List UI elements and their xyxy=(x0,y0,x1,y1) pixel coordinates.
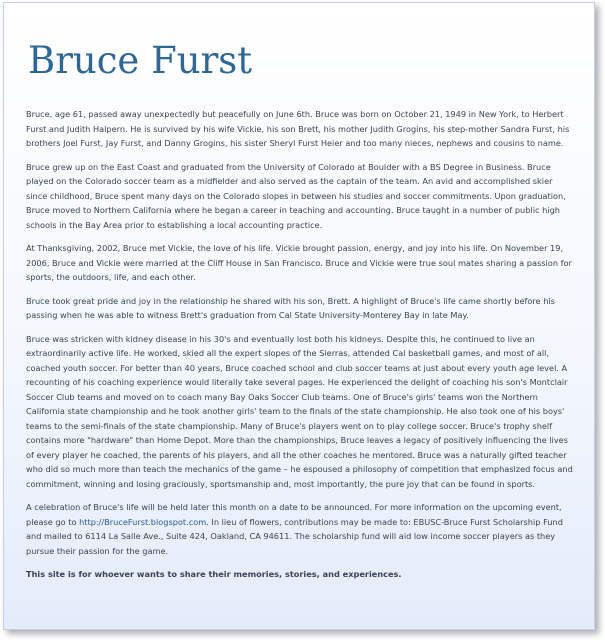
paragraph-son: Bruce took great pride and joy in the relationship he shared with his son, Brett. A highlight of Bruce's life came shortly before his passing when he was able to witness Brett's graduation from Cal State University-Monterey Bay in late May. xyxy=(26,295,555,320)
paragraph-family: Bruce, age 61, passed away unexpectedly but peacefully on June 6th. Bruce was born on October 21, 1949 in New York, to Herbert Furst and Judith Halpern. He is survived by his wife Vickie, his son Brett, his mother Judith Grogins, his step-mother Sandra Furst, his brothers Joel Furst, Jay Furst, and Danny Grogins, his sister Sheryl Furst Heier and too many nieces, nephews and cousins to name. xyxy=(26,109,570,148)
paragraph-marriage: At Thanksgiving, 2002, Bruce met Vickie, the love of his life. Vickie brought passion, energy, and joy into his life. On November 19, 2006, Bruce and Vickie were married at the Cliff House in San Francisco. Bruce and Vickie were true soul mates sharing a passion for sports, the outdoors, life, and each other. xyxy=(26,243,572,282)
closing-statement: This site is for whoever wants to share their memories, stories, and experiences. xyxy=(26,569,402,579)
obituary-card xyxy=(3,2,595,630)
page-title: Bruce Furst xyxy=(28,39,253,82)
paragraph-soccer-coaching: Bruce was stricken with kidney disease in his 30's and eventually lost both his kidneys. Despite this, he continued to live an extraordinarily active life. He worked, skied all the expert slopes of the Sierras, attended Cal basketball games, and most of all, coached youth soccer. For better than 40 years, Bruce coached school and club soccer teams at just about every youth age level. A recounting of his coaching experience would literally take several pages. He experienced the delight of coaching his son's Montclair Soccer Club teams and moved on to coach many Bay Oaks Soccer Club teams. One of Bruce's girls' teams won the Northern California state championship and he took another girls' team to the finals of the state championship. He also took one of his boys' teams to the semi-finals of the state championship. Many of Bruce's players went on to play college soccer. Bruce's trophy shelf contains more "hardware" than Home Depot. More than the championships, Bruce leaves a legacy of positively influencing the lives of every player he coached, the parents of his players, and all the other coaches he mentored. Bruce was a naturally gifted teacher who did so much more than teach the mechanics of the game – he espoused a philosophy of competition that emphasized focus and commitment, winning and losing graciously, sportsmanship and, most importantly, the pure joy that can be found in sports. xyxy=(26,333,573,489)
paragraph-early-life: Bruce grew up on the East Coast and graduated from the University of Colorado at Boulder with a BS Degree in Business. Bruce played on the Colorado soccer team as a midfielder and also served as the captain of the team. An avid and accomplished skier since childhood, Bruce spent many days on the Colorado slopes in between his studies and soccer commitments. Upon graduation, Bruce moved to Northern California where he began a career in teaching and accounting. Bruce taught in a number of public high schools in the Bay Area prior to establishing a local accounting practice. xyxy=(26,161,566,230)
blog-link[interactable]: http://BruceFurst.blogspot.com xyxy=(79,516,207,527)
celebration-text-start: A celebration of Bruce's life will be held later this month on a date to be announced. For more information on the upcoming event, please go to xyxy=(26,502,562,527)
celebration-text-end: . In lieu of flowers, contributions may be made to: EBUSC-Bruce Furst Scholarship Fund and mailed to 6114 La Salle Ave., Suite 424, Oakland, CA 94611. The scholarship fund will aid low income soccer players as they pursue their passion for the game. xyxy=(26,516,563,556)
paragraph-celebration xyxy=(26,500,576,558)
